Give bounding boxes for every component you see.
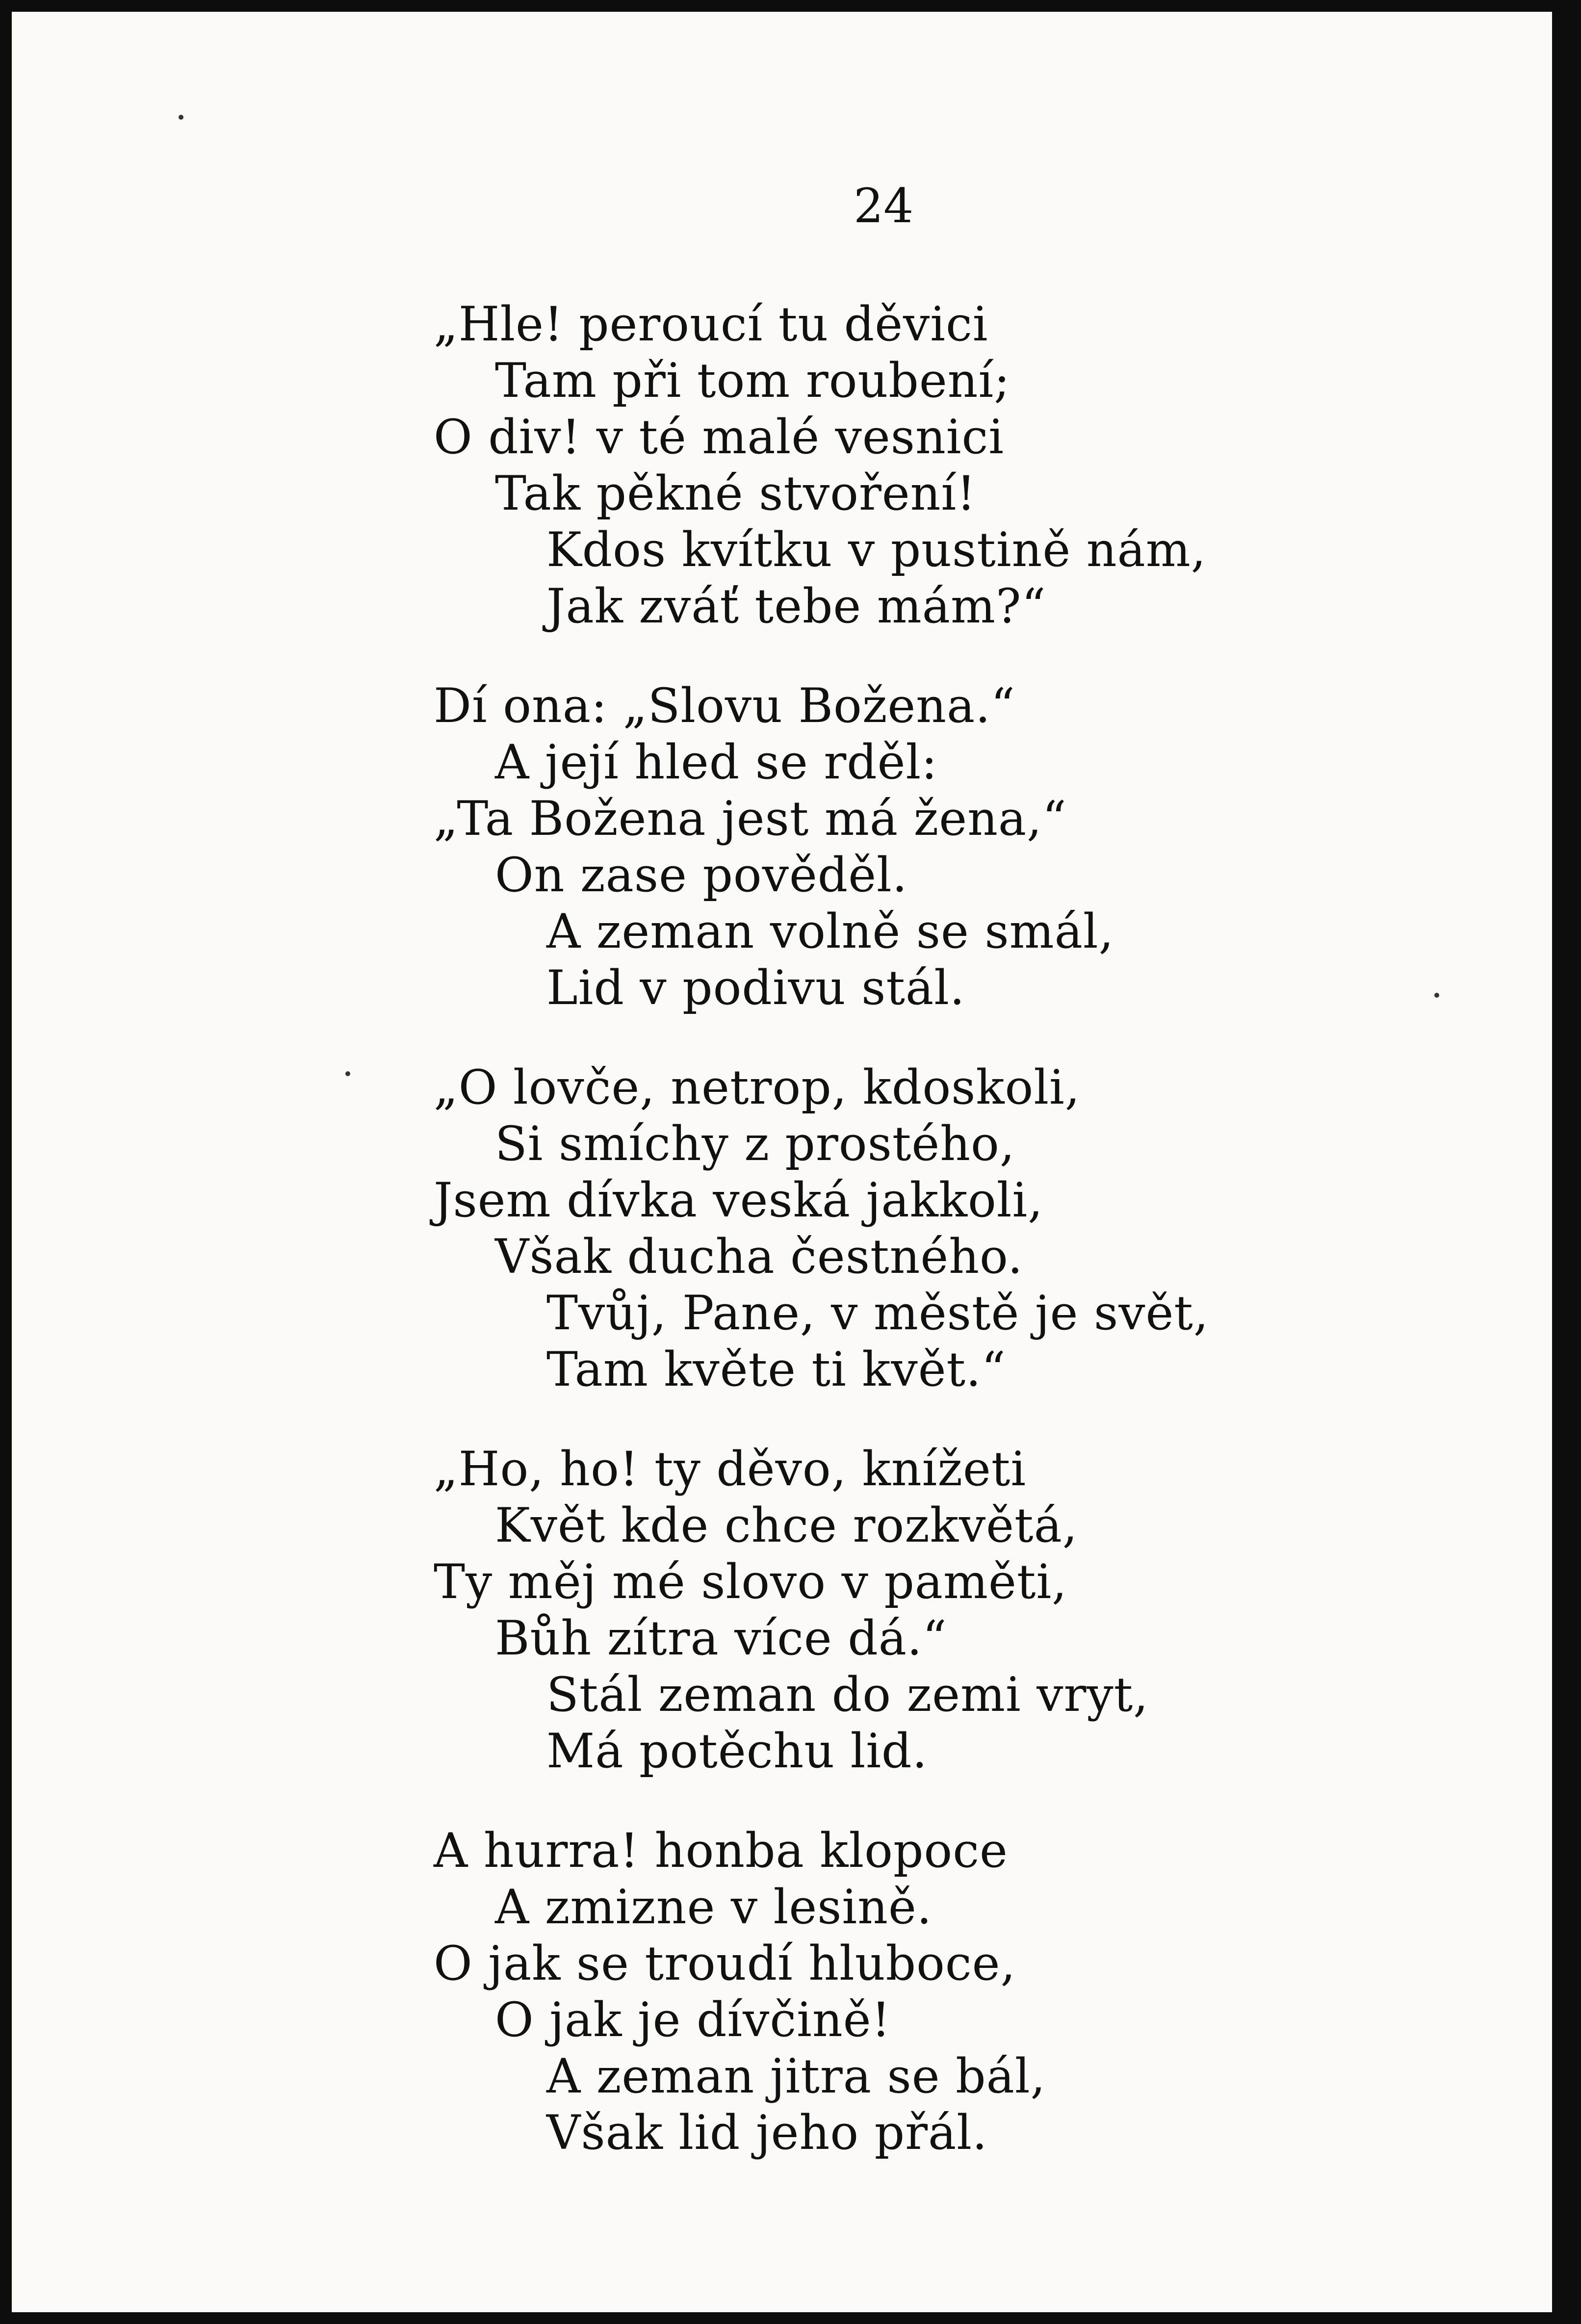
poem-line: Kdos kvítku v pustině nám, — [546, 522, 1207, 577]
poem-line: A zeman volně se smál, — [546, 904, 1114, 959]
poem-line: A zeman jitra se bál, — [546, 2049, 1046, 2104]
poem-line: „Ho, ho! ty děvo, knížeti — [434, 1442, 1027, 1497]
poem — [434, 296, 1218, 2204]
poem-line: Květ kde chce rozkvětá, — [495, 1498, 1078, 1553]
stanza — [434, 1441, 1218, 1780]
stanza — [434, 296, 1218, 635]
poem-line: A její hled se rděl: — [495, 735, 938, 790]
poem-line: O jak se troudí hluboce, — [434, 1936, 1016, 1991]
page-number: 24 — [854, 179, 914, 233]
poem-line: Dí ona: „Slovu Božena.“ — [434, 678, 1015, 733]
poem-line: A zmizne v lesině. — [495, 1880, 933, 1935]
poem-line: „O lovče, netrop, kdoskoli, — [434, 1060, 1081, 1115]
poem-line: O div! v té malé vesnici — [434, 410, 1004, 465]
book-page — [12, 12, 1552, 2312]
stanza — [434, 678, 1218, 1016]
poem-line: Ty měj mé slovo v paměti, — [434, 1554, 1067, 1609]
poem-line: On zase pověděl. — [495, 848, 908, 903]
poem-line: Tam při tom roubení; — [495, 353, 1011, 408]
poem-line: A hurra! honba klopoce — [434, 1823, 1008, 1878]
poem-line: Stál zeman do zemi vryt, — [546, 1667, 1149, 1722]
poem-line: Má potěchu lid. — [546, 1724, 928, 1779]
scan-speck — [345, 1071, 350, 1076]
poem-line: „Ta Božena jest má žena,“ — [434, 791, 1067, 846]
poem-line: O jak je dívčině! — [495, 1992, 891, 2047]
poem-line: Jsem dívka veská jakkoli, — [434, 1173, 1043, 1228]
stanza — [434, 1059, 1218, 1398]
poem-line: Tvůj, Pane, v městě je svět, — [546, 1286, 1209, 1341]
poem-line: Jak zváť tebe mám?“ — [546, 579, 1046, 634]
poem-line: Si smíchy z prostého, — [495, 1116, 1015, 1171]
poem-line: „Hle! peroucí tu děvici — [434, 297, 988, 352]
poem-line: Tam květe ti květ.“ — [546, 1342, 1006, 1397]
scan-speck — [179, 115, 183, 120]
poem-line: Však lid jeho přál. — [546, 2105, 988, 2160]
stanza — [434, 1823, 1218, 2161]
poem-line: Bůh zítra více dá.“ — [495, 1611, 947, 1666]
poem-line: Lid v podivu stál. — [546, 960, 965, 1015]
poem-line: Však ducha čestného. — [495, 1229, 1023, 1284]
scan-speck — [1434, 993, 1439, 998]
poem-line: Tak pěkné stvoření! — [495, 466, 976, 521]
